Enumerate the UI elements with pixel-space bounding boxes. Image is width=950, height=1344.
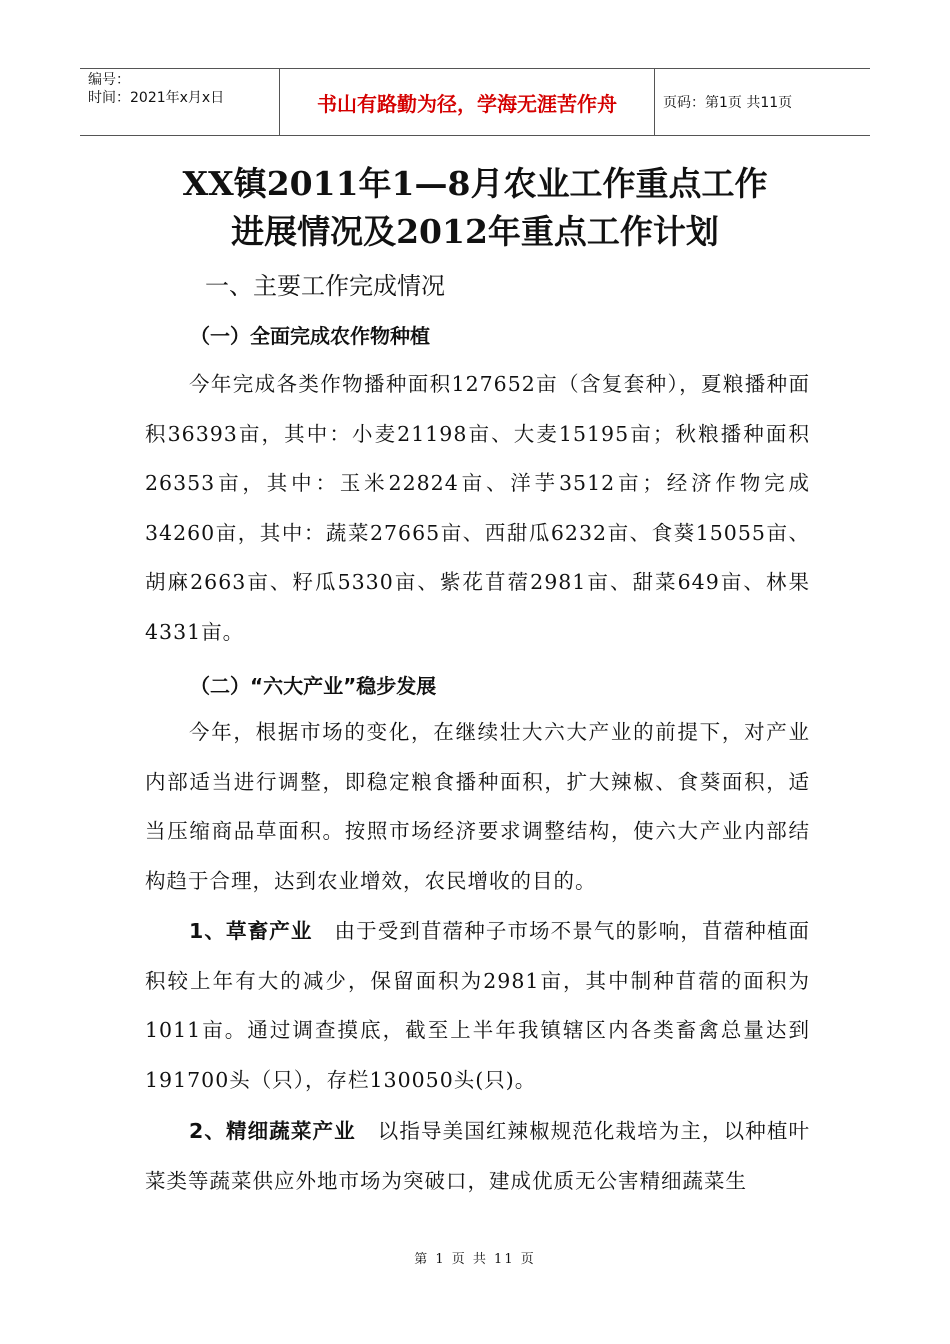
paragraph-1: 今年完成各类作物播种面积127652亩（含复套种），夏粮播种面积36393亩，其中：小麦21198亩、大麦15195亩；秋粮播种面积26353亩，其中：玉米22824亩、洋芋3512亩；经济作物完成34260亩，其中：蔬菜27665亩、西甜瓜6232亩、食葵15055亩、胡麻2663亩、籽瓜5330亩、紫花苜蓿2981亩、甜菜649亩、林果4331亩。 — [145, 372, 810, 644]
time-label: 时间：2021年x月x日 — [88, 90, 225, 106]
paragraph-4-lead: 2、精细蔬菜产业 — [189, 1119, 356, 1143]
paragraph-3 — [145, 907, 810, 1105]
header-motto: 书山有路勤为径，学海无涯苦作舟 — [280, 69, 655, 135]
number-label: 编号： — [88, 72, 130, 88]
paragraph-3-body: 由于受到苜蓿种子市场不景气的影响，苜蓿种植面积较上年有大的减少，保留面积为2981亩，其中制种苜蓿的面积为1011亩。通过调查摸底，截至上半年我镇辖区内各类畜禽总量达到191700头（只），存栏130050头(只)。 — [145, 919, 810, 1092]
page-header — [80, 68, 870, 136]
subheading-1: （一）全面完成农作物种植 — [190, 324, 430, 348]
page-footer: 第 1 页 共 11 页 — [414, 1252, 536, 1267]
paragraph-4-body: 以指导美国红辣椒规范化栽培为主，以种植叶菜类等蔬菜供应外地市场为突破口，建成优质无公害精细蔬菜生 — [145, 1119, 811, 1193]
title-line-2: 进展情况及2012年重点工作计划 — [231, 212, 719, 251]
section-heading-1: 一、主要工作完成情况 — [205, 272, 445, 300]
paragraph-3-lead: 1、草畜产业 — [189, 919, 313, 943]
header-meta — [80, 69, 280, 135]
paragraph-2: 今年，根据市场的变化，在继续壮大六大产业的前提下，对产业内部适当进行调整，即稳定粮食播种面积，扩大辣椒、食葵面积，适当压缩商品草面积。按照市场经济要求调整结构，使六大产业内部结构趋于合理，达到农业增效，农民增收的目的。 — [145, 720, 810, 893]
subheading-2: （二）“六大产业”稳步发展 — [190, 674, 437, 698]
paragraph-4 — [145, 1107, 810, 1206]
document-title — [0, 160, 950, 256]
header-page-label: 页码：第1页 共11页 — [663, 95, 793, 111]
title-line-1: XX镇2011年1—8月农业工作重点工作 — [182, 164, 768, 203]
